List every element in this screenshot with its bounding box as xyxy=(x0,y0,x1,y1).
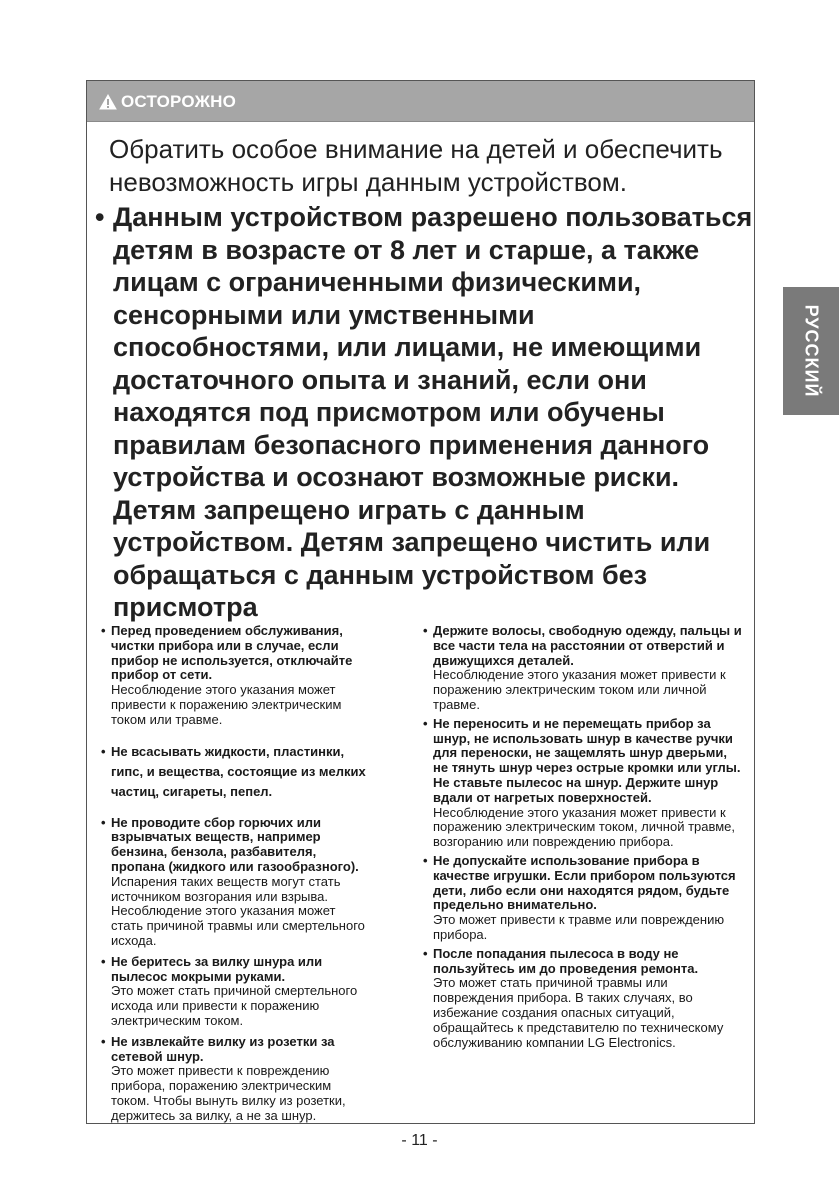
item-heading: Не беритесь за вилку шнура или пылесос мокрыми руками. xyxy=(111,953,323,984)
item-heading: Не извлекайте вилку из розетки за сетевой шнур. xyxy=(111,1033,335,1064)
item-body: Несоблюдение этого указания может привести к поражению электрическим током или травме. xyxy=(111,682,342,727)
list-item: • Не беритесь за вилку шнура или пылесос мокрыми руками. Это может стать причиной смертельного исхода или привести к поражению электрическим током. xyxy=(101,955,369,1029)
caution-title: ОСТОРОЖНО xyxy=(121,92,237,111)
page-number: - 11 - xyxy=(401,1132,438,1149)
left-column xyxy=(101,624,369,1124)
caution-box xyxy=(86,80,755,1124)
list-item: • Не переносить и не перемещать прибор за шнур, не использовать шнур в качестве ручки для переноски, не защемлять шнур дверьми, не тянуть шнур через острые кромки или углы. Не ставьте пылесос на шнур. Держите шнур вдали от нагретых поверхностей. Несоблюдение этого указания может привести к поражению электрическим током, личной травме, возгоранию или повреждению прибора. xyxy=(423,717,745,850)
main-warning xyxy=(95,201,755,624)
list-item: • Держите волосы, свободную одежду, пальцы и все части тела на расстоянии от отверстий и движущихся деталей. Несоблюдение этого указания может привести к поражению электрическим током или личной травме. xyxy=(423,624,745,713)
warning-triangle-icon xyxy=(99,94,117,110)
item-heading: Не переносить и не перемещать прибор за шнур, не использовать шнур в качестве ручки для переноски, не защемлять шнур дверьми, не тянуть шнур через острые кромки или углы. Не ставьте пылесос на шнур. Держите шнур вдали от нагретых поверхностей. xyxy=(433,715,741,805)
list-item: • Перед проведением обслуживания, чистки прибора или в случае, если прибор не используется, отключайте прибор от сети. Несоблюдение этого указания может привести к поражению электрическим током или травме. xyxy=(101,624,369,728)
main-warning-text: Данным устройством разрешено пользоваться детям в возрасте от 8 лет и старше, а также лицам с ограниченными физическими, сенсорными или умственными способностями, или лицами, не имеющими достаточного опыта и знаний, если они находятся под присмотром или обучены правилам безопасного применения данного устройства и осознают возможные риски. Детям запрещено играть с данным устройством. Детям запрещено чистить или обращаться с данным устройством без присмотра xyxy=(113,202,753,622)
language-tab xyxy=(783,287,839,415)
item-body: Несоблюдение этого указания может привести к поражению электрическим током или личной травме. xyxy=(433,667,726,712)
right-column xyxy=(423,624,745,1050)
item-heading: Не допускайте использование прибора в качестве игрушки. Если прибором пользуются дети, либо если они находятся рядом, будьте предельно внимательно. xyxy=(433,852,736,913)
item-body: Это может стать причиной смертельного исхода или привести к поражению электрическим током. xyxy=(111,983,358,1028)
list-item: • Не всасывать жидкости, пластинки, гипс, и вещества, состоящие из мелких частиц, сигареты, пепел. xyxy=(101,742,369,802)
item-body: Это может стать причиной травмы или повреждения прибора. В таких случаях, во избежание создания опасных ситуаций, обращайтесь к представителю по техническому обслуживанию компании LG Electronics. xyxy=(433,975,724,1050)
list-item: • Не извлекайте вилку из розетки за сетевой шнур. Это может привести к повреждению прибора, поражению электрическим током. Чтобы вынуть вилку из розетки, держитесь за вилку, а не за шнур. xyxy=(101,1035,369,1124)
item-heading: Держите волосы, свободную одежду, пальцы и все части тела на расстоянии от отверстий и движущихся деталей. xyxy=(433,623,742,668)
caution-header xyxy=(87,81,754,122)
item-heading: Не проводите сбор горючих или взрывчатых веществ, например бензина, бензола, разбавителя, пропана (жидкого или газообразного). xyxy=(111,814,359,874)
item-body: Это может привести к повреждению прибора, поражению электрическим током. Чтобы вынуть вилку из розетки, держитесь за вилку, а не за шнур. xyxy=(111,1063,346,1123)
list-item: • Не проводите сбор горючих или взрывчатых веществ, например бензина, бензола, разбавителя, пропана (жидкого или газообразного). Испарения таких веществ могут стать источником возгорания или взрыва. Несоблюдение этого указания может стать причиной травмы или смертельного исхода. xyxy=(101,816,369,949)
item-body: Это может привести к травме или повреждению прибора. xyxy=(433,912,725,942)
language-tab-label: РУССКИЙ xyxy=(801,304,822,398)
item-heading: Перед проведением обслуживания, чистки прибора или в случае, если прибор не используется, отключайте прибор от сети. xyxy=(111,623,353,683)
bullet: • xyxy=(95,202,105,232)
item-body: Несоблюдение этого указания может привести к поражению электрическим током, личной травме, возгоранию или повреждению прибора. xyxy=(433,804,736,850)
item-heading: После попадания пылесоса в воду не пользуйтесь им до проведения ремонта. xyxy=(433,945,699,976)
intro-text: Обратить особое внимание на детей и обеспечить невозможность игры данным устройством. xyxy=(109,134,723,197)
item-body: Испарения таких веществ могут стать источником возгорания или взрыва. Несоблюдение этого указания может стать причиной травмы или смертельного исхода. xyxy=(111,873,365,948)
item-heading: Не всасывать жидкости, пластинки, гипс, и вещества, состоящие из мелких частиц, сигареты, пепел. xyxy=(111,743,366,799)
list-item: • После попадания пылесоса в воду не пользуйтесь им до проведения ремонта. Это может стать причиной травмы или повреждения прибора. В таких случаях, во избежание создания опасных ситуаций, обращайтесь к представителю по техническому обслуживанию компании LG Electronics. xyxy=(423,947,745,1051)
list-item: • Не допускайте использование прибора в качестве игрушки. Если прибором пользуются дети, либо если они находятся рядом, будьте предельно внимательно. Это может привести к травме или повреждению прибора. xyxy=(423,854,745,943)
